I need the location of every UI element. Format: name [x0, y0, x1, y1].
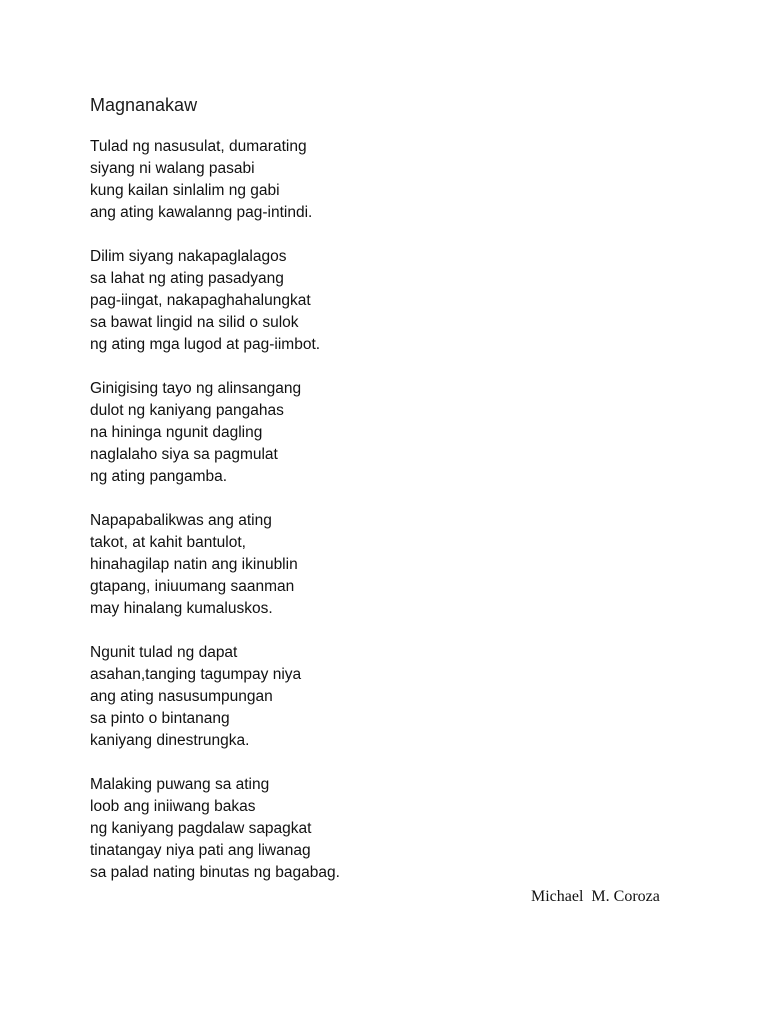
- poem-line: takot, at kahit bantulot,: [90, 534, 246, 551]
- poem-line: tinatangay niya pati ang liwanag: [90, 842, 311, 859]
- stanza-3: [90, 378, 650, 488]
- stanza-1: [90, 136, 650, 224]
- stanza-4: [90, 510, 650, 620]
- poem-line: hinahagilap natin ang ikinublin: [90, 556, 298, 573]
- poem-body: [90, 136, 650, 906]
- poem-line: Dilim siyang nakapaglalagos: [90, 248, 287, 265]
- poem-line: Napapabalikwas ang ating: [90, 512, 272, 529]
- stanza-6: [90, 774, 650, 884]
- poem-line: siyang ni walang pasabi: [90, 160, 255, 177]
- stanza-5: [90, 642, 650, 752]
- poem-line: sa palad nating binutas ng bagabag.: [90, 864, 340, 881]
- poem-line: Ngunit tulad ng dapat: [90, 644, 238, 661]
- poem-line: kaniyang dinestrungka.: [90, 732, 250, 749]
- poem-line: kung kailan sinlalim ng gabi: [90, 182, 280, 199]
- poem-line: ng ating pangamba.: [90, 468, 228, 485]
- poem-line: pag-iingat, nakapaghahalungkat: [90, 292, 311, 309]
- poem-line: gtapang, iniuumang saanman: [90, 578, 295, 595]
- poem-line: ng ating mga lugod at pag-iimbot.: [90, 336, 321, 353]
- poem-line: ang ating kawalanng pag-intindi.: [90, 204, 313, 221]
- poem-line: naglalaho siya sa pagmulat: [90, 446, 278, 463]
- poem-line: Ginigising tayo ng alinsangang: [90, 380, 302, 397]
- poem-line: Tulad ng nasusulat, dumarating: [90, 138, 307, 155]
- poem-line: asahan,tanging tagumpay niya: [90, 666, 302, 683]
- author-name: Michael M. Coroza: [531, 888, 660, 905]
- poem-line: loob ang iniiwang bakas: [90, 798, 256, 815]
- poem-line: sa lahat ng ating pasadyang: [90, 270, 284, 287]
- poem-line: ng kaniyang pagdalaw sapagkat: [90, 820, 312, 837]
- stanza-2: [90, 246, 650, 356]
- poem-line: Malaking puwang sa ating: [90, 776, 270, 793]
- poem-line: sa pinto o bintanang: [90, 710, 230, 727]
- poem-line: na hininga ngunit dagling: [90, 424, 263, 441]
- poem-line: may hinalang kumaluskos.: [90, 600, 273, 617]
- poem-line: ang ating nasusumpungan: [90, 688, 273, 705]
- poem-title: Magnanakaw: [90, 95, 198, 115]
- poem-line: dulot ng kaniyang pangahas: [90, 402, 284, 419]
- poem-line: sa bawat lingid na silid o sulok: [90, 314, 299, 331]
